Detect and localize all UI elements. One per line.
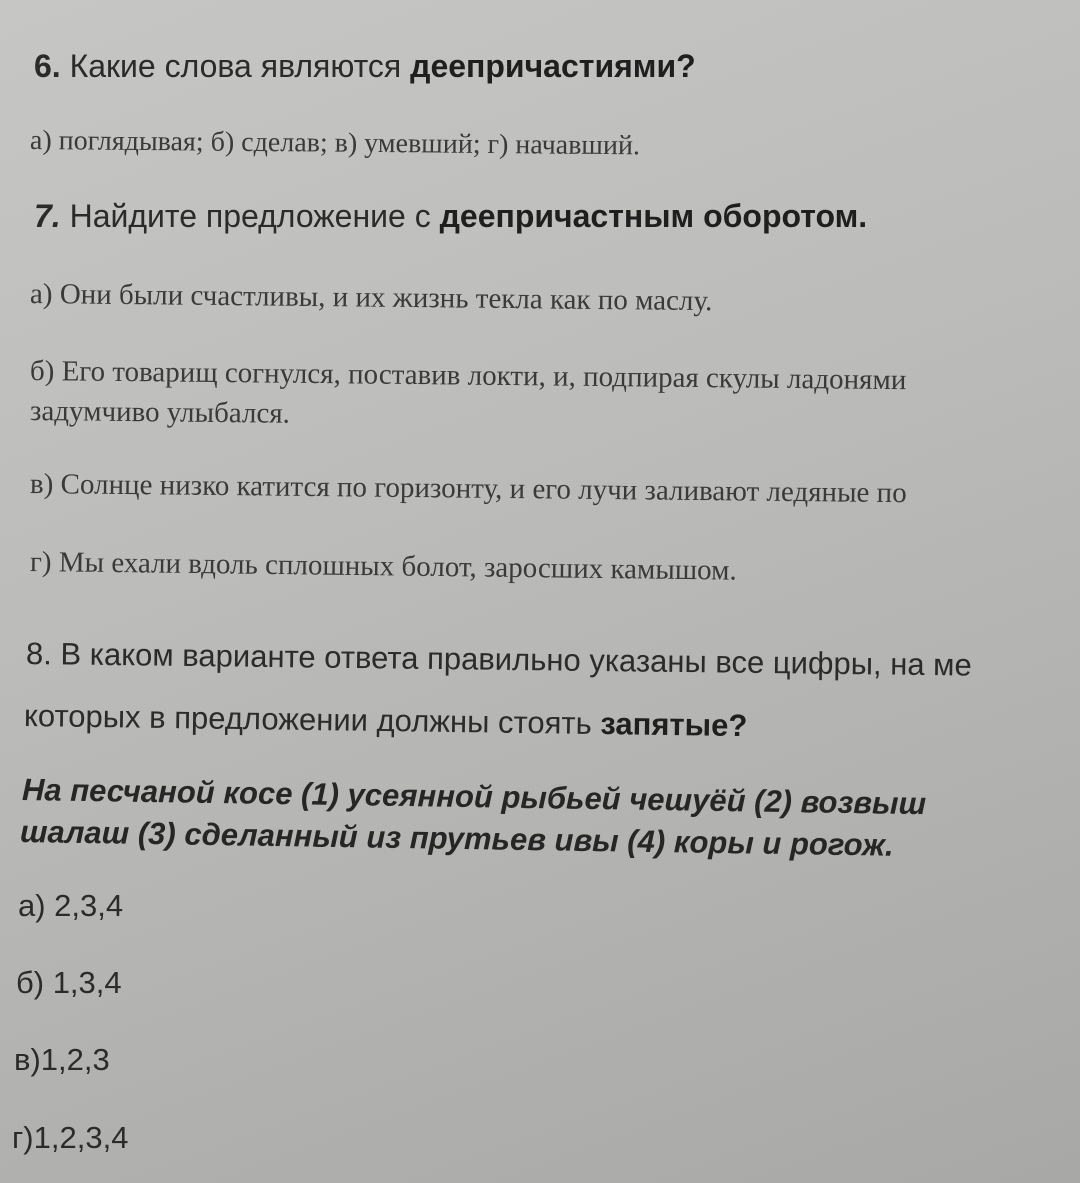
question-7-number: 7. xyxy=(34,198,61,234)
question-7-title xyxy=(34,198,867,235)
question-7-option-v: в) Солнце низко катится по горизонту, и его лучи заливают ледяные по xyxy=(29,468,907,510)
question-8-option-b: б) 1,3,4 xyxy=(16,965,122,1000)
question-6-keyword: деепричастиями? xyxy=(410,48,696,84)
question-7-option-b-line-1: б) Его товарищ согнулся, поставив локти, и, подпирая скулы ладонями xyxy=(29,355,907,397)
question-7-keyword: деепричастным оборотом. xyxy=(439,198,868,234)
question-6-number: 6. xyxy=(34,48,61,84)
question-8-title-line-1: 8. В каком варианте ответа правильно указаны все цифры, на ме xyxy=(25,636,972,683)
question-8-sentence-line-1: На песчаной косе (1) усеянной рыбьей чешуёй (2) возвыш xyxy=(21,772,927,822)
question-8-option-g: г)1,2,3,4 xyxy=(12,1120,129,1155)
question-8-keyword: запятые? xyxy=(600,706,748,744)
question-7-option-g: г) Мы ехали вдоль сплошных болот, заросших камышом. xyxy=(29,546,737,587)
question-8-title-text: которых в предложении должны стоять xyxy=(23,698,601,742)
question-8-title-line-2 xyxy=(24,698,748,744)
question-8-option-v: в)1,2,3 xyxy=(14,1042,110,1077)
question-7-text: Найдите предложение с xyxy=(60,198,440,234)
question-7-option-b-line-2: задумчиво улыбался. xyxy=(29,395,291,430)
question-8-sentence-line-2: шалаш (3) сделанный из прутьев ивы (4) коры и рогож. xyxy=(19,814,894,863)
question-6-text: Какие слова являются xyxy=(60,48,411,84)
question-7-option-a: а) Они были счастливы, и их жизнь текла как по маслу. xyxy=(29,278,713,318)
question-8-option-a: а) 2,3,4 xyxy=(18,888,124,923)
question-6-title xyxy=(34,48,696,85)
question-6-options: а) поглядывая; б) сделав; в) умевший; г) начавший. xyxy=(29,125,641,162)
